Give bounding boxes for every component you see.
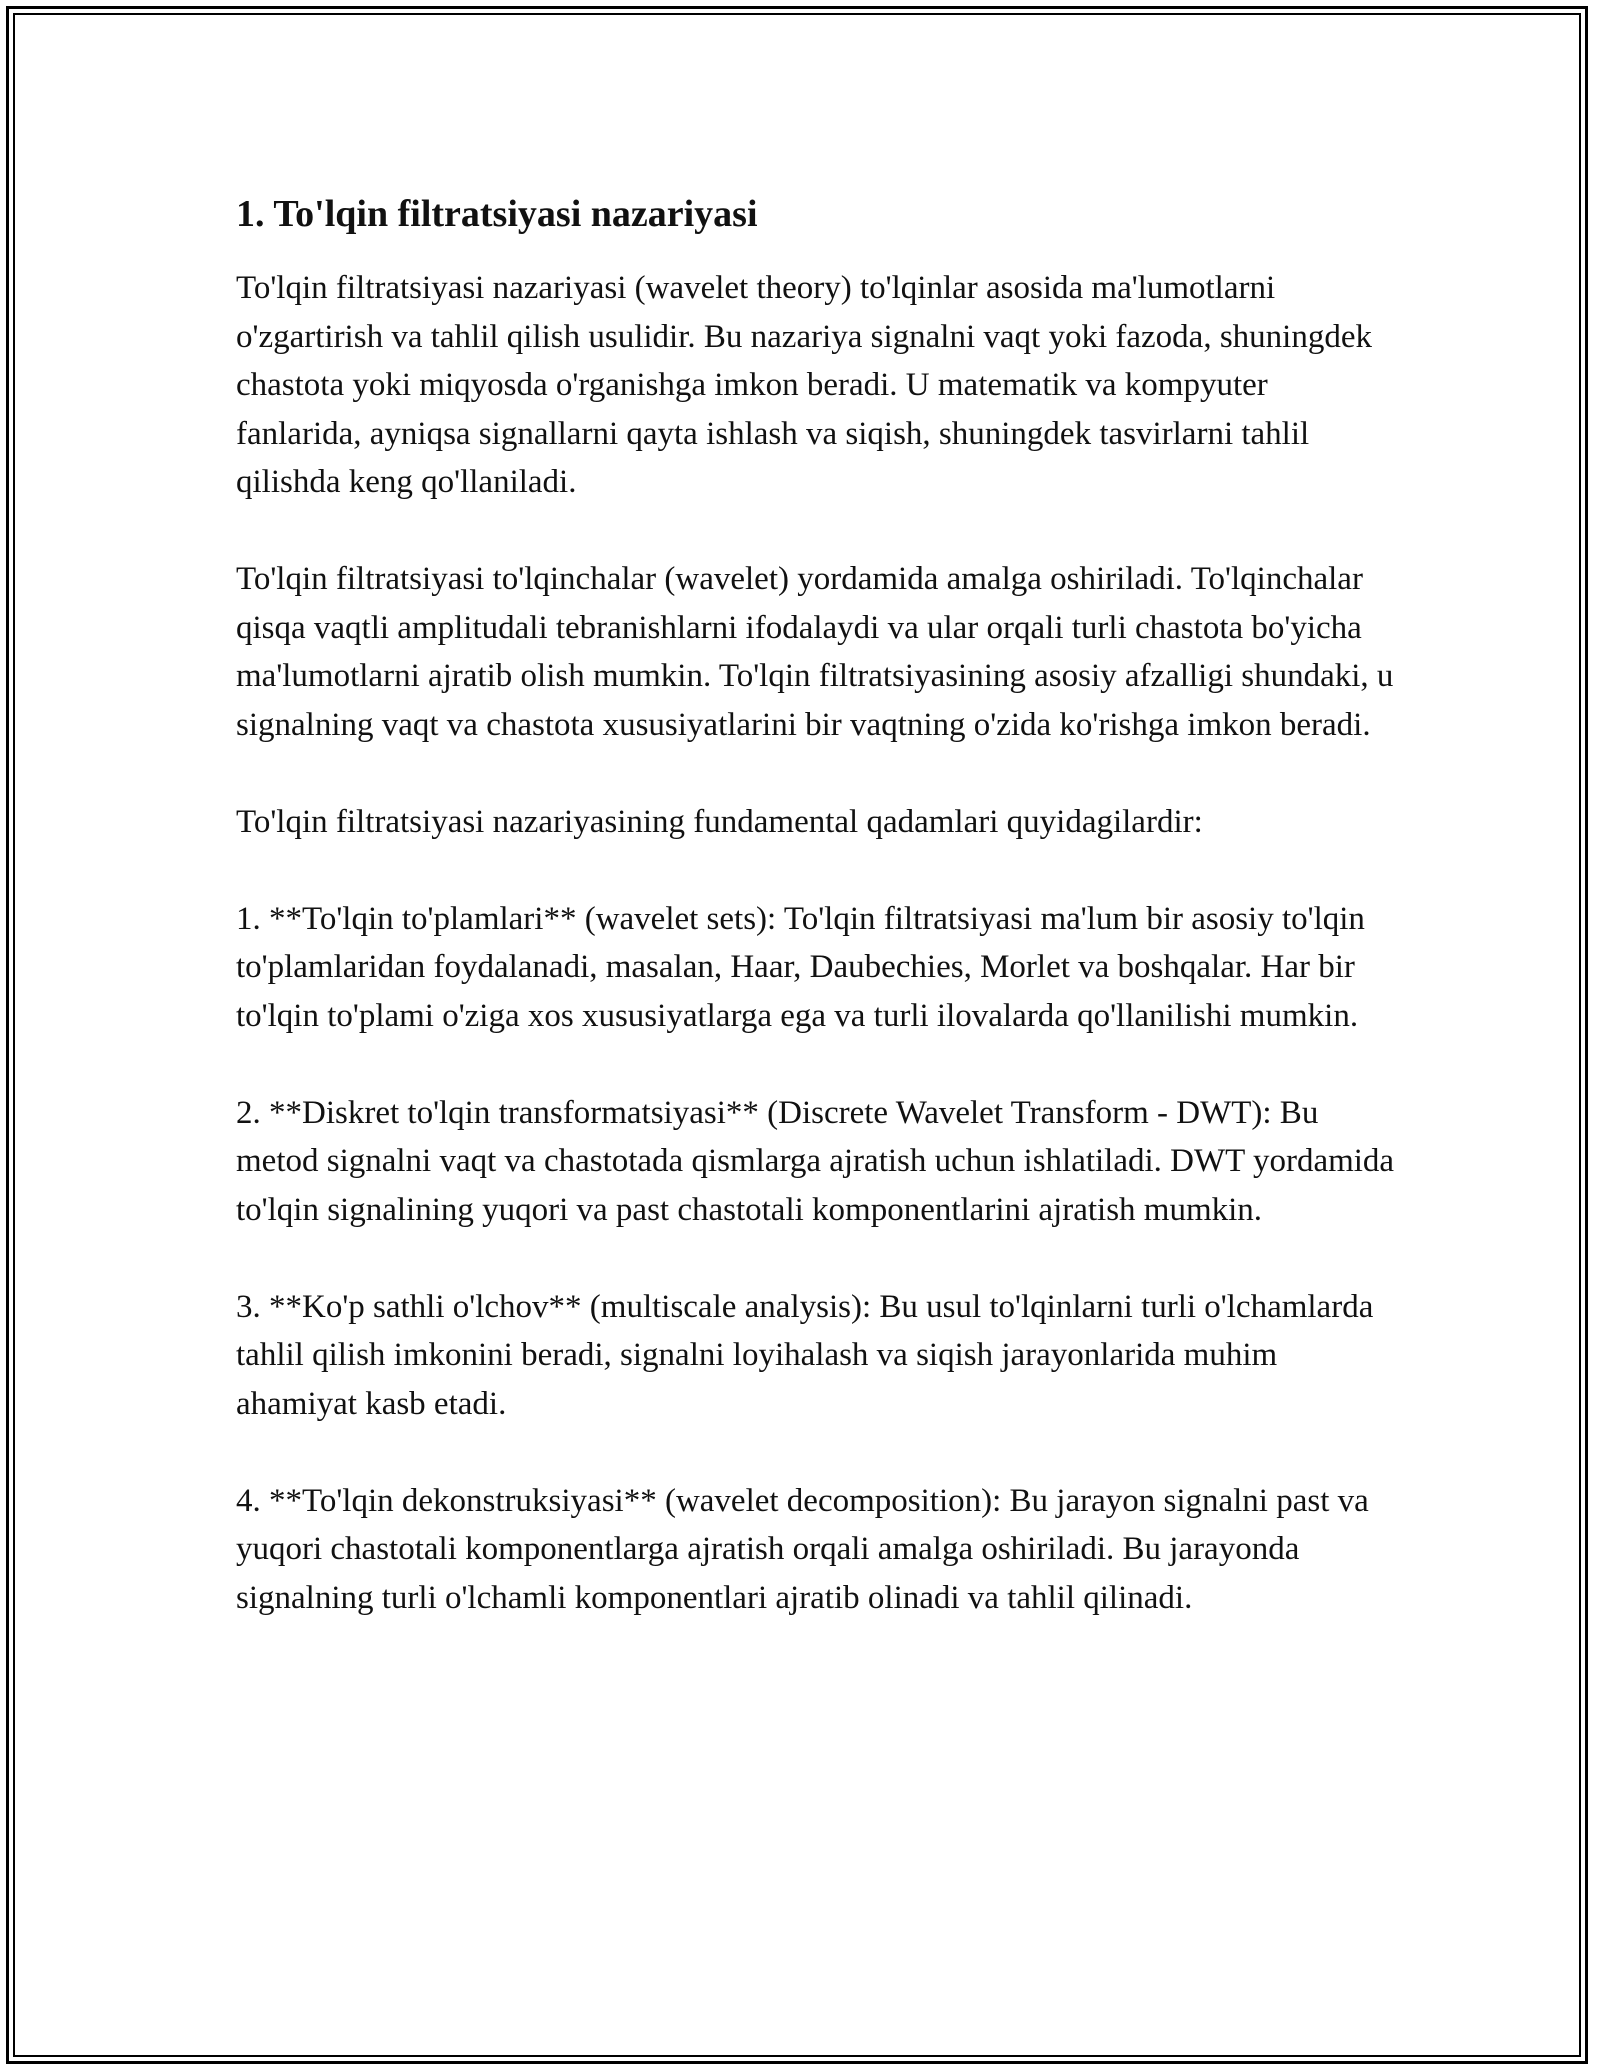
paragraph-steps-intro: To'lqin filtratsiyasi nazariyasining fundamental qadamlari quyidagilardir: <box>236 803 1203 840</box>
document-body <box>236 186 1396 1671</box>
list-item-multiscale: 3. **Ko'p sathli o'lchov** (multiscale analysis): Bu usul to'lqinlarni turli o'lchamlarda tahlil qilish imkonini beradi, signalni loyihalash va siqish jarayonlarida muhim ahamiyat kasb etadi. <box>236 1288 1374 1422</box>
paragraph-wavelets: To'lqin filtratsiyasi to'lqinchalar (wavelet) yordamida amalga oshiriladi. To'lqinchalar qisqa vaqtli amplitudali tebranishlarni ifodalaydi va ular orqali turli chastota bo'yicha ma'lumotlarni ajratib olish mumkin. To'lqin filtratsiyasining asosiy afzalligi shundaki, u signalning vaqt va chastota xususiyatlarini bir vaqtning o'zida ko'rishga imkon beradi. <box>236 561 1394 743</box>
list-item-wavelet-sets: 1. **To'lqin to'plamlari** (wavelet sets): To'lqin filtratsiyasi ma'lum bir asosiy to'lqin to'plamlaridan foydalanadi, masalan, Haar, Daubechies, Morlet va boshqalar. Har bir to'lqin to'plami o'ziga xos xususiyatlarga ega va turli ilovalarda qo'llanilishi mumkin. <box>236 900 1365 1034</box>
document-title: 1. To'lqin filtratsiyasi nazariyasi <box>236 193 758 235</box>
paragraph-intro: To'lqin filtratsiyasi nazariyasi (wavelet theory) to'lqinlar asosida ma'lumotlarni o'zgartirish va tahlil qilish usulidir. Bu nazariya signalni vaqt yoki fazoda, shuningdek chastota yoki miqyosda o'rganishga imkon beradi. U matematik va kompyuter fanlarida, ayniqsa signallarni qayta ishlash va siqish, shuningdek tasvirlarni tahlil qilishda keng qo'llaniladi. <box>236 270 1372 500</box>
list-item-dwt: 2. **Diskret to'lqin transformatsiyasi** (Discrete Wavelet Transform - DWT): Bu metod signalni vaqt va chastotada qismlarga ajratish uchun ishlatiladi. DWT yordamida to'lqin signalining yuqori va past chastotali komponentlarini ajratish mumkin. <box>236 1094 1395 1228</box>
list-item-decomposition: 4. **To'lqin dekonstruksiyasi** (wavelet decomposition): Bu jarayon signalni past va yuqori chastotali komponentlarga ajratish orqali amalga oshiriladi. Bu jarayonda signalning turli o'lchamli komponentlari ajratib olinadi va tahlil qilinadi. <box>236 1482 1369 1616</box>
